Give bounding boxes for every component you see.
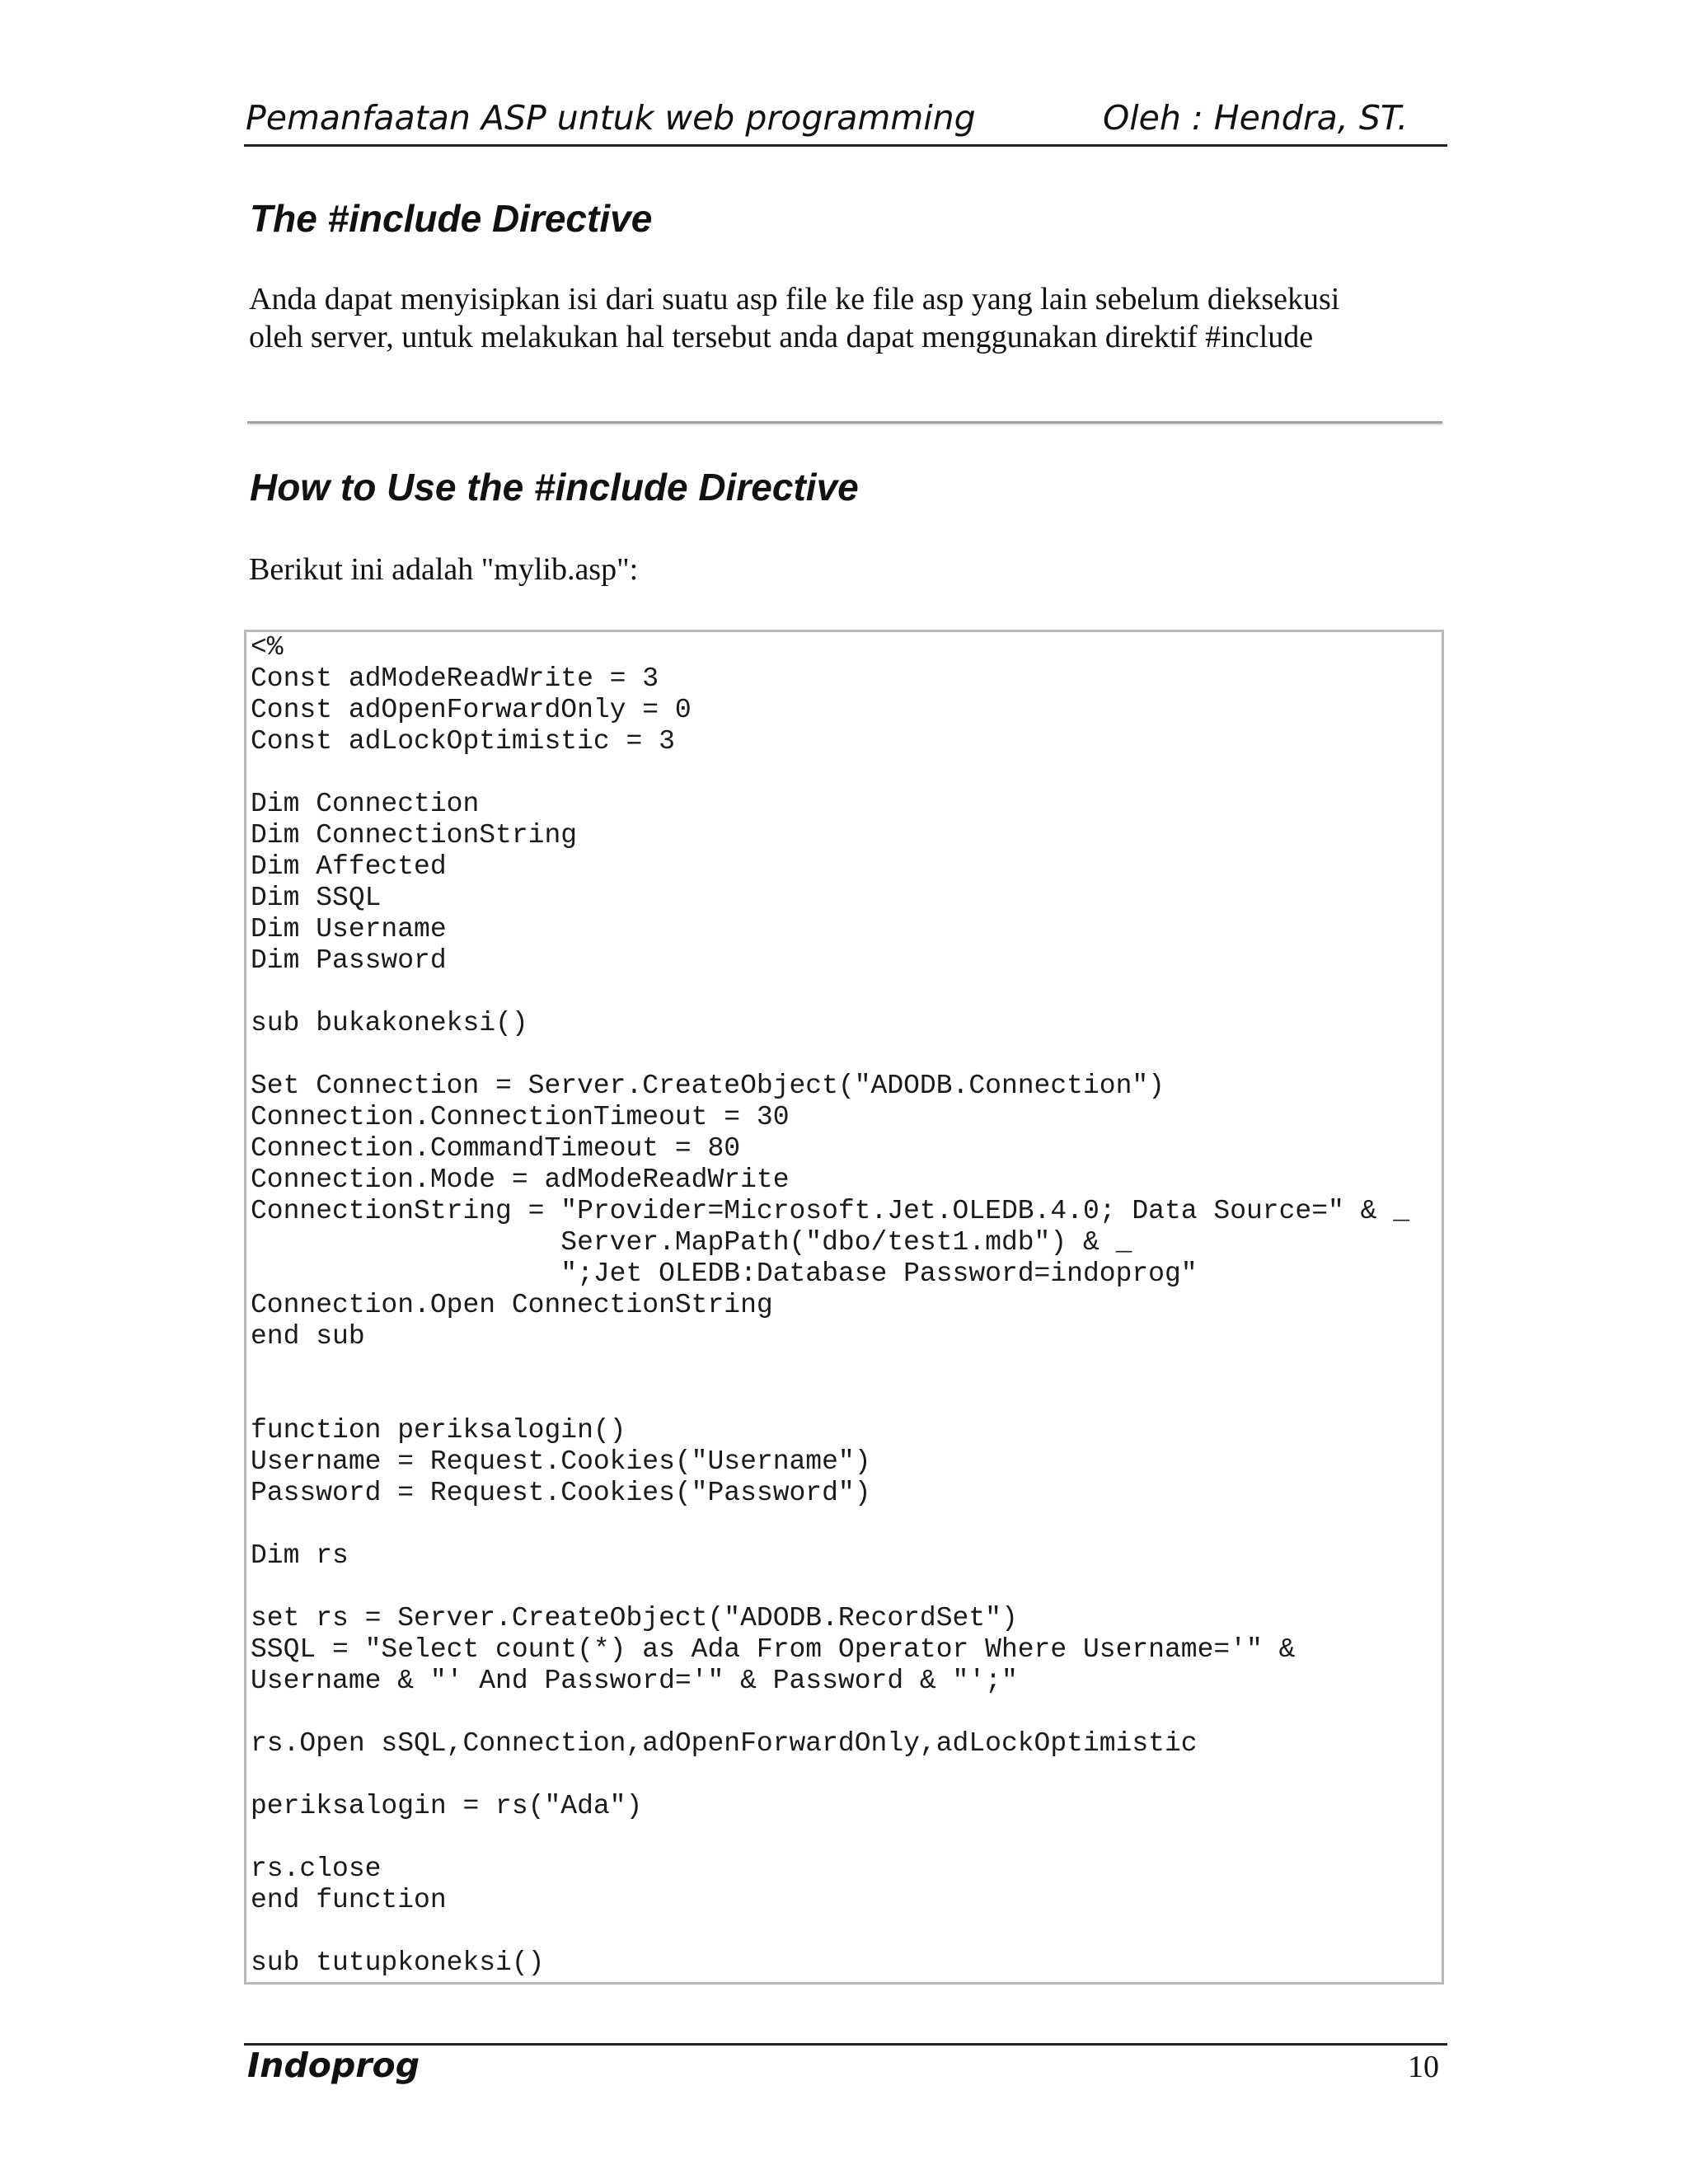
horizontal-rule: [247, 421, 1442, 425]
header-title: Pemanfaatan ASP untuk web programming: [246, 98, 976, 138]
intro-text: Berikut ini adalah "mylib.asp":: [249, 552, 639, 587]
header-author: Oleh : Hendra, ST.: [1103, 98, 1409, 138]
code-line: Connection.Mode = adModeReadWrite: [251, 1165, 790, 1195]
code-listing: [246, 632, 1442, 1979]
page-number: 10: [1408, 2050, 1439, 2084]
code-line: [251, 1572, 1442, 1603]
code-line: Const adLockOptimistic = 3: [251, 726, 675, 757]
code-line: sub tutupkoneksi(): [251, 1947, 545, 1978]
code-line: Dim Connection: [251, 789, 480, 819]
code-line: end function: [251, 1885, 447, 1915]
code-line: [251, 1039, 1442, 1071]
code-line: [251, 1384, 1442, 1415]
code-line: sub bukakoneksi(): [251, 1008, 528, 1038]
code-line: [251, 977, 1442, 1008]
code-line: Connection.ConnectionTimeout = 30: [251, 1102, 790, 1132]
code-line: Password = Request.Cookies("Password"): [251, 1478, 871, 1508]
code-line: Set Connection = Server.CreateObject("ADODB.Connection"): [251, 1071, 1165, 1101]
code-line: Const adOpenForwardOnly = 0: [251, 695, 692, 725]
code-line: Const adModeReadWrite = 3: [251, 663, 659, 694]
code-line: Server.MapPath("dbo/test1.mdb") & _: [251, 1227, 1132, 1258]
section-heading-include-directive: The #include Directive: [250, 197, 653, 240]
code-line: Dim ConnectionString: [251, 820, 578, 851]
code-line: ConnectionString = "Provider=Microsoft.Jet.OLEDB.4.0; Data Source=" & _: [251, 1196, 1410, 1226]
page-header: [244, 95, 1447, 147]
code-line: Dim Password: [251, 945, 447, 976]
code-line: [251, 1916, 1442, 1947]
code-line: SSQL = "Select count(*) as Ada From Operator Where Username='" &: [251, 1634, 1296, 1665]
code-line: [251, 757, 1442, 789]
code-line: <%: [251, 632, 284, 663]
code-line: [251, 1822, 1442, 1854]
footer-brand: Indoprog: [247, 2046, 420, 2085]
footer-rule: [244, 2043, 1447, 2046]
code-line: Dim Affected: [251, 851, 447, 882]
code-line: Connection.Open ConnectionString: [251, 1290, 773, 1320]
code-line: ";Jet OLEDB:Database Password=indoprog": [251, 1258, 1198, 1289]
body-line-2: oleh server, untuk melakukan hal tersebut anda dapat menggunakan direktif #include: [249, 320, 1314, 354]
code-line: Connection.CommandTimeout = 80: [251, 1133, 741, 1164]
section-heading-how-to-use: How to Use the #include Directive: [250, 466, 859, 509]
code-line: Dim rs: [251, 1540, 349, 1571]
code-line: end sub: [251, 1321, 365, 1352]
code-line: [251, 1760, 1442, 1791]
code-line: [251, 1352, 1442, 1384]
code-line: periksalogin = rs("Ada"): [251, 1791, 643, 1821]
code-line: set rs = Server.CreateObject("ADODB.RecordSet"): [251, 1603, 1018, 1633]
code-line: rs.Open sSQL,Connection,adOpenForwardOnly,adLockOptimistic: [251, 1728, 1198, 1759]
body-line-1: Anda dapat menyisipkan isi dari suatu asp file ke file asp yang lain sebelum dieksekusi: [249, 282, 1340, 316]
code-line: Username & "' And Password='" & Password & "';": [251, 1666, 1018, 1696]
code-line: [251, 1697, 1442, 1728]
code-line: [251, 1509, 1442, 1540]
code-block: [244, 630, 1444, 1985]
code-line: Dim SSQL: [251, 883, 382, 913]
section-body: [249, 280, 1436, 356]
code-line: Username = Request.Cookies("Username"): [251, 1446, 871, 1477]
code-line: rs.close: [251, 1854, 382, 1884]
code-line: function periksalogin(): [251, 1415, 626, 1446]
code-line: Dim Username: [251, 914, 447, 944]
